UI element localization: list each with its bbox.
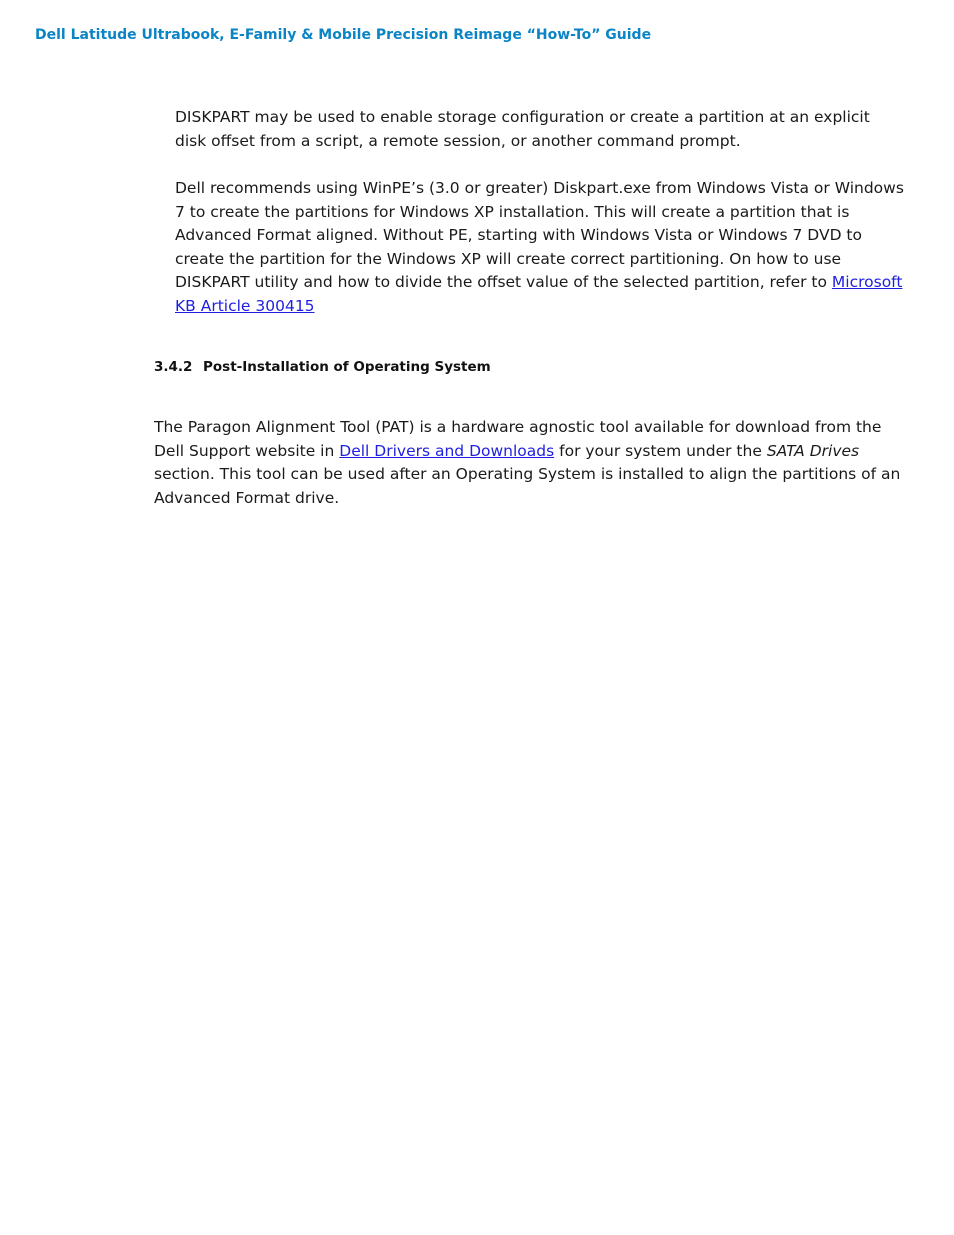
paragraph-text: [175, 177, 905, 319]
paragraph-paragon-tool: [154, 416, 904, 510]
microsoft-kb-link[interactable]: Microsoft KB Article 300415: [175, 273, 903, 315]
paragraph-text: DISKPART may be used to enable storage configuration or create a partition at an explicit disk offset from a script, a remote session, or another command prompt.: [175, 108, 870, 150]
section-number: 3.4.2: [154, 359, 193, 375]
paragraph-body-end: section. This tool can be used after an Operating System is installed to align the partitions of an Advanced Format drive.: [154, 465, 901, 507]
paragraph-body-mid: for your system under the: [559, 441, 762, 460]
paragraph-body: Dell recommends using WinPE’s (3.0 or greater) Diskpart.exe from Windows Vista or Windows 7 to create the partitions for Windows XP installation. This will create a partition that is Advanced Format aligned. Without PE, starting with Windows Vista or Windows 7 DVD to create the partition for the Windows XP will create correct partitioning. On how to use DISKPART utility and how to divide the offset value of the selected partition, refer to: [175, 179, 904, 292]
sata-drives-emphasis: SATA Drives: [766, 441, 860, 460]
paragraph-diskpart-intro: [175, 106, 905, 153]
paragraph-body-start: The Paragon Alignment Tool (PAT) is a hardware agnostic tool available for download from the Dell Support website in: [154, 418, 882, 460]
section-heading: [154, 359, 491, 375]
paragraph-text: [154, 416, 904, 510]
section-title: Post-Installation of Operating System: [203, 359, 491, 375]
paragraph-winpe-recommendation: [175, 177, 905, 319]
dell-drivers-downloads-link[interactable]: Dell Drivers and Downloads: [339, 441, 555, 460]
document-header-title: Dell Latitude Ultrabook, E-Family & Mobile Precision Reimage “How-To” Guide: [35, 27, 652, 43]
